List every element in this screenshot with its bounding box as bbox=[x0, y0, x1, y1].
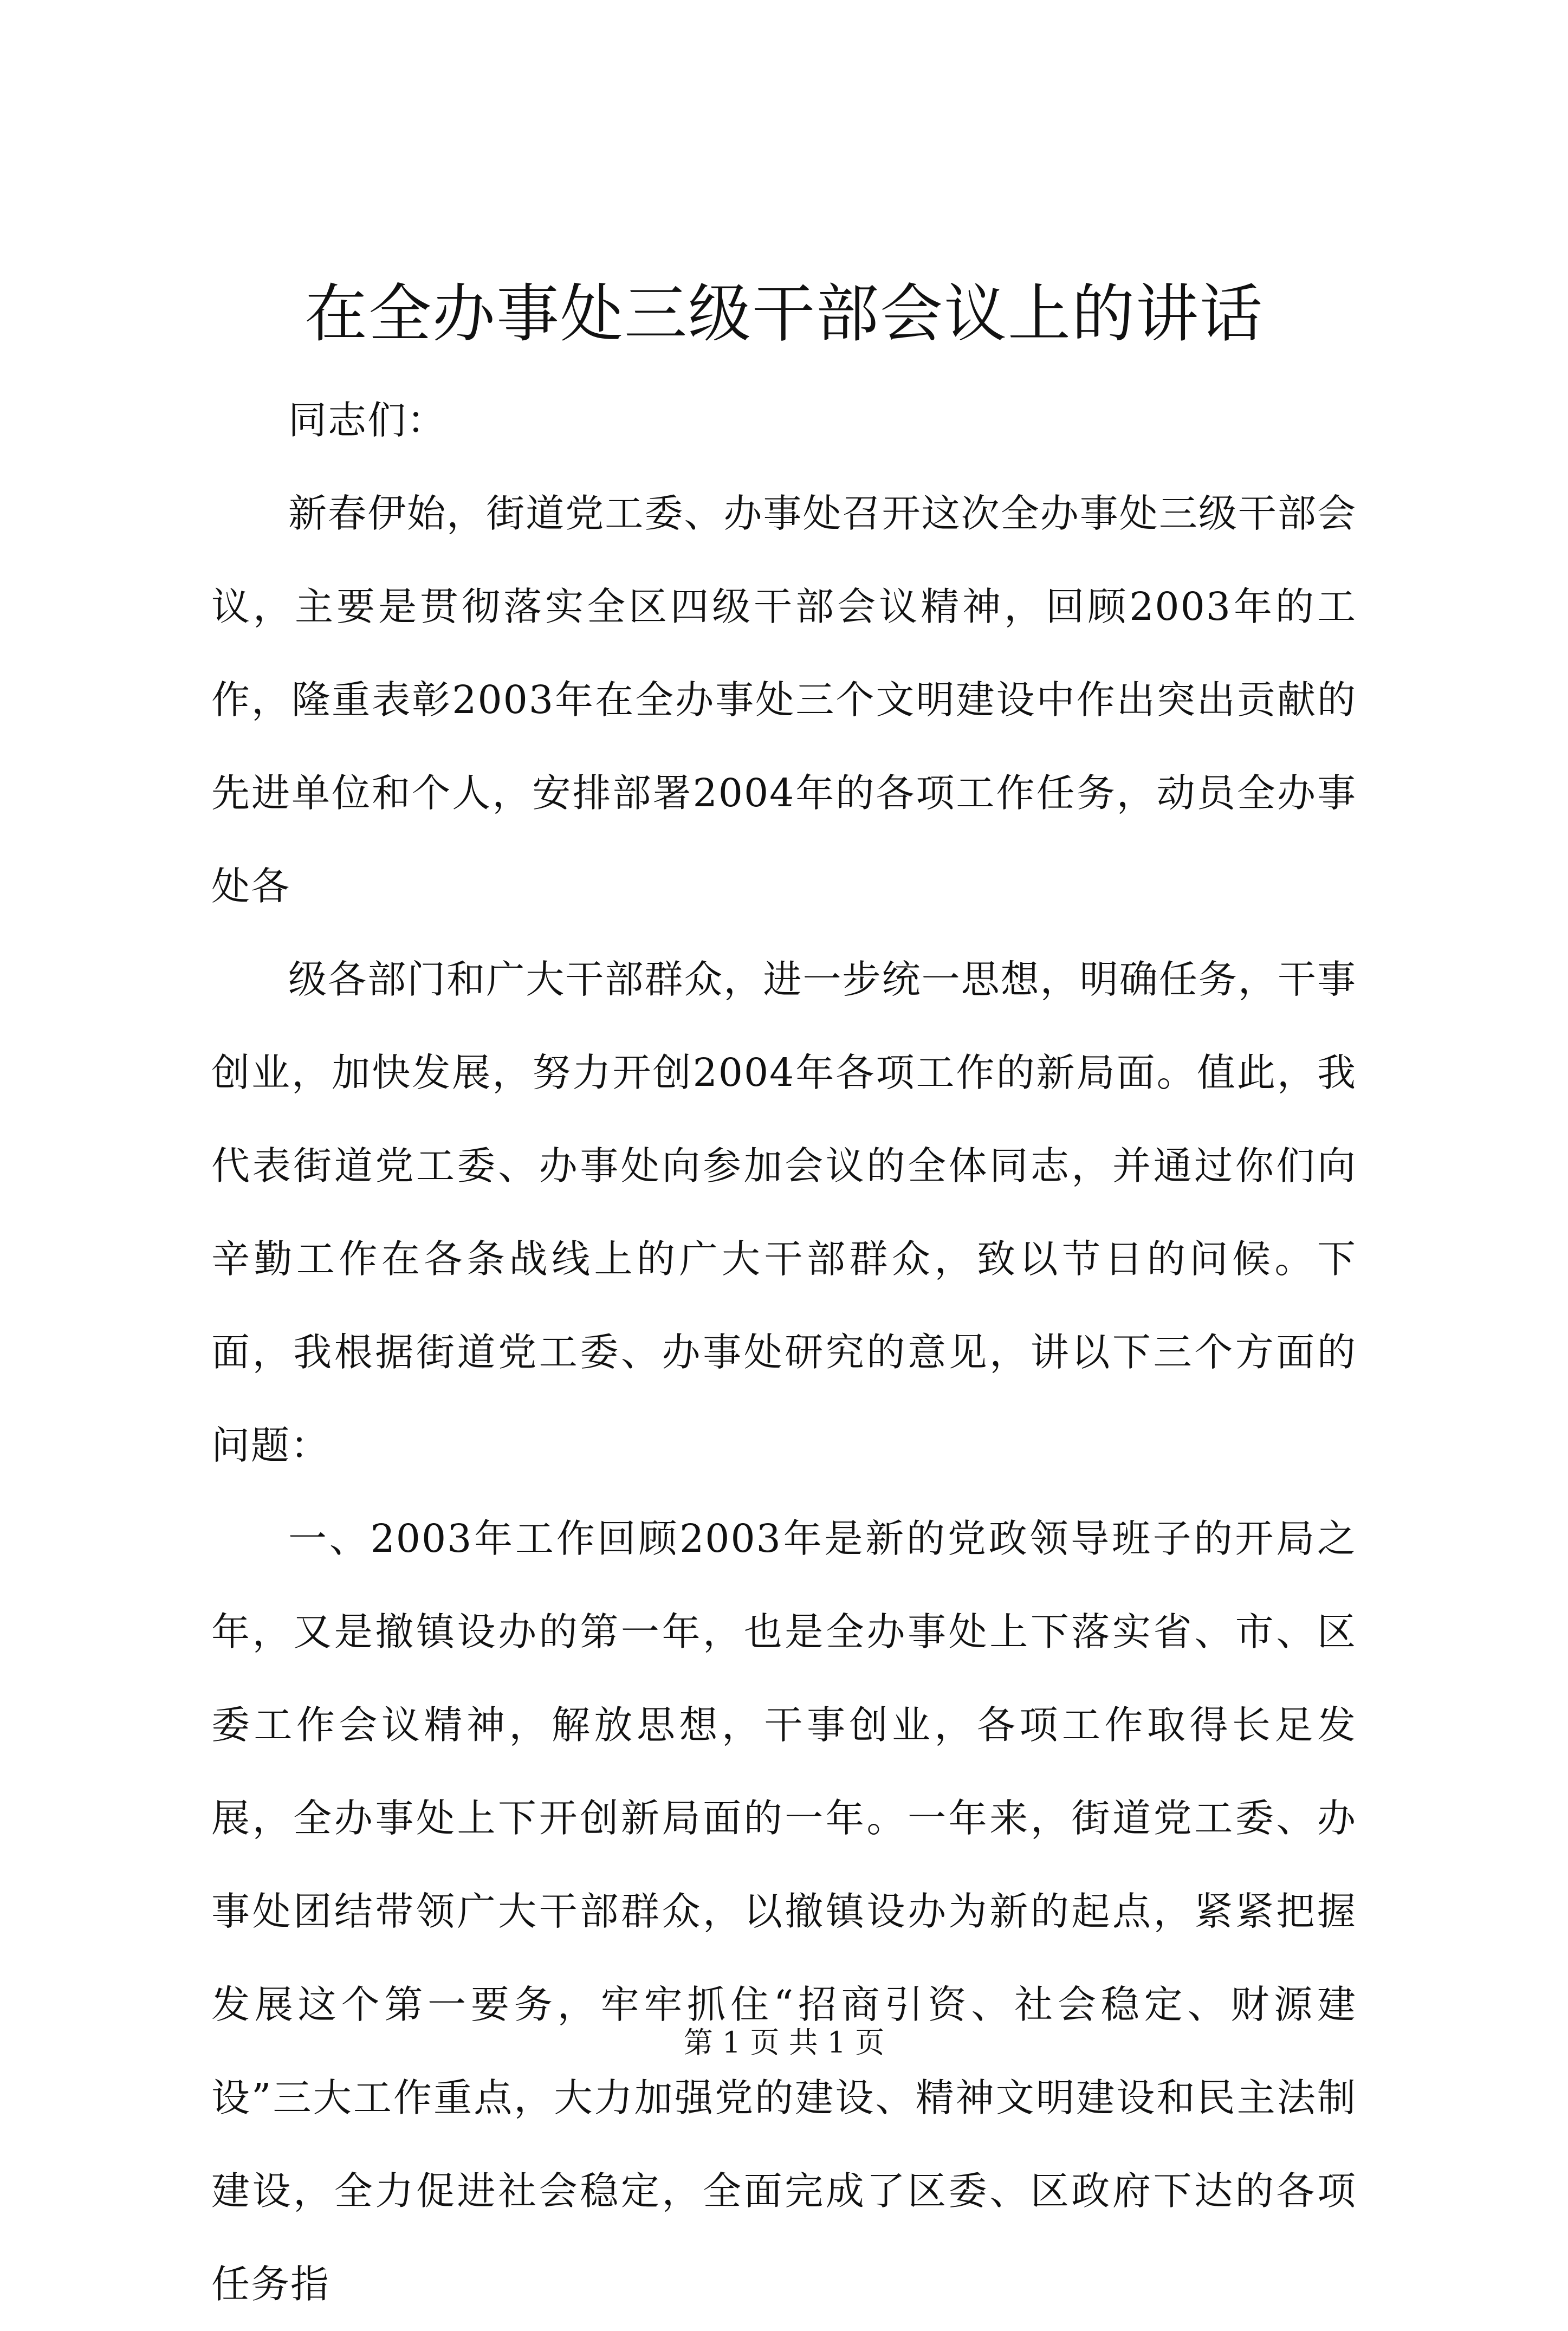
page-number-footer: 第 1 页 共 1 页 bbox=[683, 2025, 885, 2060]
salutation: 同志们： bbox=[288, 398, 447, 443]
body-paragraph-3: 一、2003年工作回顾2003年是新的党政领导班子的开局之年，又是撤镇设办的第一年，也是全办事处上下落实省、市、区委工作会议精神，解放思想，干事创业，各项工作取得长足发展，全办事处上下开创新局面的一年。一年来，街道党工委、办事处团结带领广大干部群众，以撤镇设办为新的起点，紧紧把握发展这个第一要务，牢牢抓住“招商引资、社会稳定、财源建设”三大工作重点，大力加强党的建设、精神文明建设和民主法制建设，全力促进社会稳定，全面完成了区委、区政府下达的各项任务指 bbox=[211, 1516, 1357, 2307]
document-title: 在全办事处三级干部会议上的讲话 bbox=[304, 277, 1264, 351]
body-paragraph-2: 级各部门和广大干部群众，进一步统一思想，明确任务，干事创业，加快发展，努力开创2004年各项工作的新局面。值此，我代表街道党工委、办事处向参加会议的全体同志，并通过你们向辛勤工作在各条战线上的广大干部群众，致以节日的问候。下面，我根据街道党工委、办事处研究的意见，讲以下三个方面的问题： bbox=[211, 957, 1357, 1468]
body-paragraph-1: 新春伊始，街道党工委、办事处召开这次全办事处三级干部会议，主要是贯彻落实全区四级干部会议精神，回顾2003年的工作，隆重表彰2003年在全办事处三个文明建设中作出突出贡献的先进单位和个人，安排部署2004年的各项工作任务，动员全办事处各 bbox=[211, 491, 1357, 909]
